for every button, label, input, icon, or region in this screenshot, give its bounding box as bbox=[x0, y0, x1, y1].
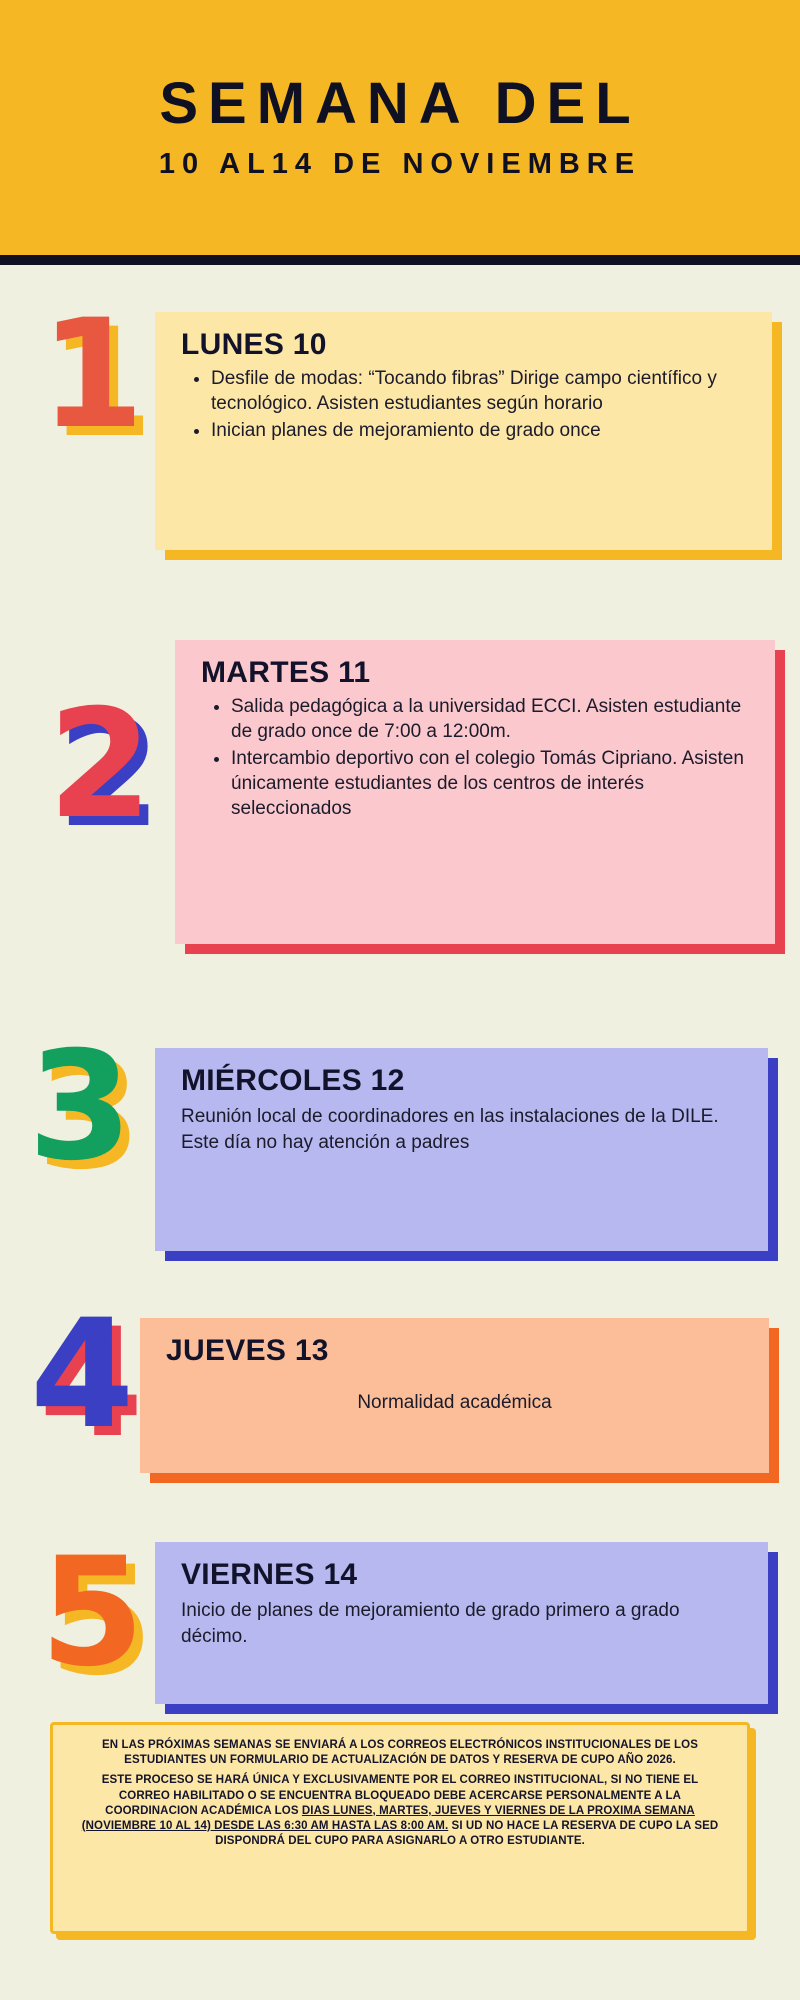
card-body-miercoles: Reunión local de coordinadores en las instalaciones de la DILE. Este día no hay atención a padres bbox=[181, 1106, 719, 1154]
numeral-4: 4 bbox=[30, 1288, 135, 1462]
note-line-2b: SI UD NO HACE LA RESERVA DE CUPO LA SED DISPONDRÁ DEL CUPO PARA ASIGNARLO A OTRO ESTUDIANTE. bbox=[215, 1819, 719, 1848]
note-line-2-underlined: DIAS LUNES, MARTES, JUEVES Y VIERNES DE LA PROXIMA SEMANA (NOVIEMBRE 10 AL 14) DESDE LAS 6:30 AM HASTA LAS 8:00 AM. bbox=[81, 1804, 695, 1832]
card-body-viernes: Inicio de planes de mejoramiento de grado primero a grado décimo. bbox=[181, 1600, 680, 1648]
numeral-2: 2 bbox=[48, 678, 153, 852]
card-viernes bbox=[155, 1542, 768, 1704]
numeral-3: 3 bbox=[28, 1020, 133, 1194]
header-divider bbox=[0, 255, 800, 265]
list-item: • Intercambio deportivo con el colegio Tomás Cipriano. Asisten únicamente estudiantes de los centros de interés seleccionados bbox=[231, 746, 749, 821]
note-line-1: EN LAS PRÓXIMAS SEMANAS SE ENVIARÁ A LOS CORREOS ELECTRÓNICOS INSTITUCIONALES DE LOS ESTUDIANTES UN FORMULARIO DE ACTUALIZACIÓN DE DATOS Y RESERVA DE CUPO AÑO 2026. bbox=[101, 1739, 699, 1767]
list-item: • Salida pedagógica a la universidad ECCI. Asisten estudiante de grado once de 7:00 a 12:00m. bbox=[231, 694, 749, 744]
header-banner bbox=[0, 0, 800, 255]
card-title-martes: MARTES 11 bbox=[201, 656, 371, 689]
footer-note bbox=[50, 1722, 750, 1934]
card-title-jueves: JUEVES 13 bbox=[166, 1334, 329, 1367]
note-line-2 bbox=[75, 1773, 725, 1849]
list-item: • Inician planes de mejoramiento de grado once bbox=[211, 418, 746, 443]
note-line-2a: ESTE PROCESO SE HARÁ ÚNICA Y EXCLUSIVAMENTE POR EL CORREO INSTITUCIONAL, SI NO TIENE EL CORREO HABILITADO O SE ENCUENTRA BLOQUEADO DEBE ACERCARSE PERSONALMENTE A LA COORDINACION ACADÉMICA LOS bbox=[101, 1774, 699, 1817]
page-title: SEMANA DEL bbox=[159, 70, 641, 136]
list-item: • Desfile de modas: “Tocando fibras” Dirige campo científico y tecnológico. Asisten estudiantes según horario bbox=[211, 366, 746, 416]
card-jueves bbox=[140, 1318, 769, 1473]
numeral-5: 5 bbox=[40, 1526, 145, 1700]
card-title-miercoles: MIÉRCOLES 12 bbox=[181, 1064, 405, 1097]
page-subtitle: 10 AL14 DE NOVIEMBRE bbox=[158, 148, 642, 181]
card-body-jueves: Normalidad académica bbox=[357, 1392, 552, 1413]
card-bullets-lunes bbox=[181, 366, 746, 443]
numeral-1: 1 bbox=[40, 288, 145, 462]
card-bullets-martes bbox=[201, 694, 749, 821]
card-martes bbox=[175, 640, 775, 944]
card-miercoles bbox=[155, 1048, 768, 1251]
card-title-lunes: LUNES 10 bbox=[181, 328, 327, 361]
card-lunes bbox=[155, 312, 772, 550]
card-title-viernes: VIERNES 14 bbox=[181, 1558, 358, 1591]
